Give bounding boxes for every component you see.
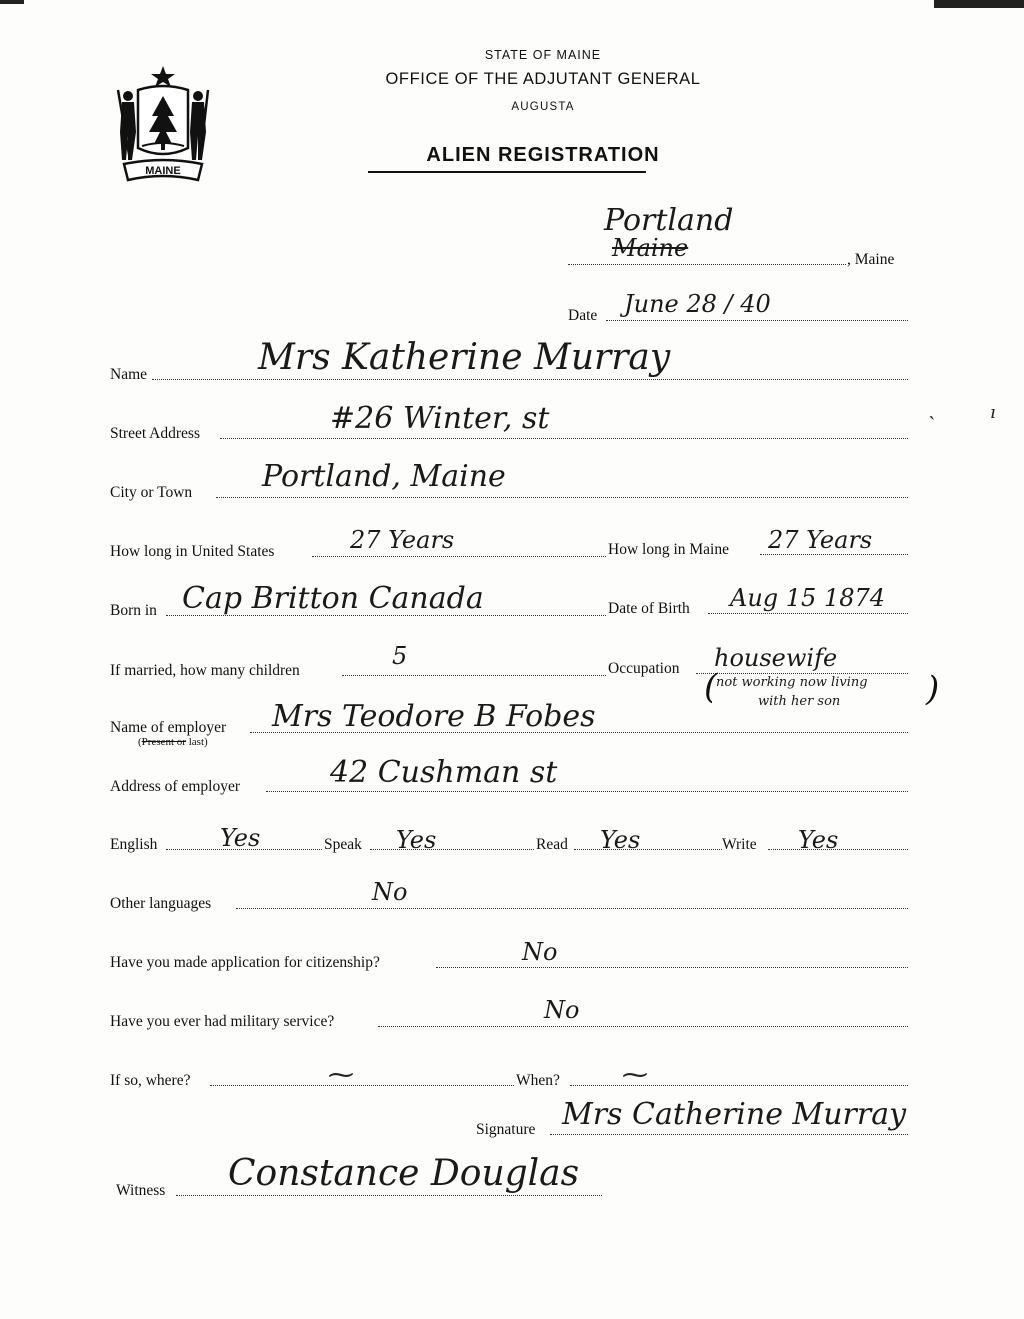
when-dots: [570, 1085, 908, 1086]
military-dots: [378, 1026, 908, 1027]
stray-mark: ˎ: [928, 396, 936, 421]
other-languages-handwriting: No: [372, 878, 408, 906]
speak-label: Speak: [324, 836, 362, 853]
town-dots: [568, 264, 846, 265]
date-label: Date: [568, 307, 598, 324]
read-dots: [574, 849, 722, 850]
witness-handwriting: Constance Douglas: [228, 1153, 580, 1194]
born-in-label: Born in: [110, 602, 157, 619]
name-handwriting: Mrs Katherine Murray: [258, 337, 671, 378]
how-long-maine-handwriting: 27 Years: [768, 526, 873, 554]
form-title: ALIEN REGISTRATION: [426, 144, 660, 166]
when-dash-mark: ⁓: [622, 1060, 648, 1090]
born-in-handwriting: Cap Britton Canada: [182, 581, 484, 616]
military-handwriting: No: [544, 996, 580, 1024]
married-label: If married, how many children: [110, 662, 300, 679]
maine-label: , Maine: [847, 251, 895, 268]
header-office: OFFICE OF THE ADJUTANT GENERAL: [385, 70, 701, 88]
married-dots: [342, 675, 606, 676]
date-dots: [606, 320, 908, 321]
employer-address-label: Address of employer: [110, 778, 240, 795]
where-label: If so, where?: [110, 1072, 191, 1089]
speak-dots: [370, 849, 534, 850]
dob-label: Date of Birth: [608, 600, 690, 617]
employer-sublabel: (Present or last): [138, 736, 208, 748]
employer-label: Name of employer: [110, 719, 227, 736]
city-handwriting: Portland, Maine: [262, 459, 506, 494]
read-handwriting: Yes: [600, 826, 641, 854]
town-struck-handwriting: Maine: [612, 234, 689, 262]
citizenship-dots: [436, 967, 908, 968]
citizenship-label: Have you made application for citizenship?: [110, 954, 380, 971]
how-long-us-dots: [312, 556, 606, 557]
city-label: City or Town: [110, 484, 193, 501]
speak-handwriting: Yes: [396, 826, 437, 854]
read-label: Read: [536, 836, 568, 853]
write-label: Write: [722, 836, 757, 853]
other-languages-dots: [236, 908, 908, 909]
dob-handwriting: Aug 15 1874: [730, 584, 886, 612]
witness-dots: [176, 1195, 602, 1196]
occupation-handwriting: housewife: [714, 644, 838, 672]
how-long-us-label: How long in United States: [110, 543, 275, 560]
when-label: When?: [516, 1072, 560, 1089]
name-label: Name: [110, 366, 148, 383]
write-handwriting: Yes: [798, 826, 839, 854]
header-city: AUGUSTA: [511, 101, 575, 113]
seal-banner-text: MAINE: [145, 165, 181, 177]
occupation-note-open-paren: (: [704, 667, 718, 707]
how-long-maine-dots: [760, 554, 908, 555]
citizenship-handwriting: No: [522, 938, 558, 966]
english-handwriting: Yes: [220, 824, 261, 852]
signature-label: Signature: [476, 1121, 536, 1138]
where-dots: [210, 1085, 514, 1086]
dob-dots: [708, 613, 908, 614]
how-long-maine-label: How long in Maine: [608, 541, 729, 558]
street-handwriting: #26 Winter, st: [330, 401, 550, 436]
other-languages-label: Other languages: [110, 895, 212, 912]
employer-address-handwriting: 42 Cushman st: [330, 755, 558, 790]
header-state: STATE OF MAINE: [484, 48, 602, 62]
date-handwriting: June 28 / 40: [624, 290, 771, 318]
scan-edge-mark: [934, 0, 1024, 8]
city-dots: [216, 497, 908, 498]
title-underline: [368, 171, 646, 173]
witness-label: Witness: [116, 1182, 166, 1199]
occupation-note-2: with her son: [758, 694, 841, 709]
employer-address-dots: [266, 791, 908, 792]
how-long-us-handwriting: 27 Years: [350, 526, 455, 554]
town-handwriting: Portland: [604, 203, 734, 238]
military-label: Have you ever had military service?: [110, 1013, 335, 1030]
employer-handwriting: Mrs Teodore B Fobes: [272, 699, 596, 734]
signature-handwriting: Mrs Catherine Murray: [562, 1097, 907, 1132]
occupation-dots: [696, 673, 908, 674]
scan-edge-mark: [0, 0, 24, 4]
stray-mark: ı: [990, 402, 996, 423]
street-label: Street Address: [110, 425, 200, 442]
occupation-note-1: not working now living: [716, 675, 868, 690]
english-label: English: [110, 836, 158, 853]
where-dash-mark: ⁓: [328, 1060, 354, 1090]
name-dots: [152, 379, 908, 380]
occupation-label: Occupation: [608, 660, 680, 677]
children-handwriting: 5: [392, 642, 408, 670]
occupation-note-close-paren: ): [926, 669, 940, 709]
signature-dots: [550, 1134, 908, 1135]
street-dots: [220, 438, 908, 439]
